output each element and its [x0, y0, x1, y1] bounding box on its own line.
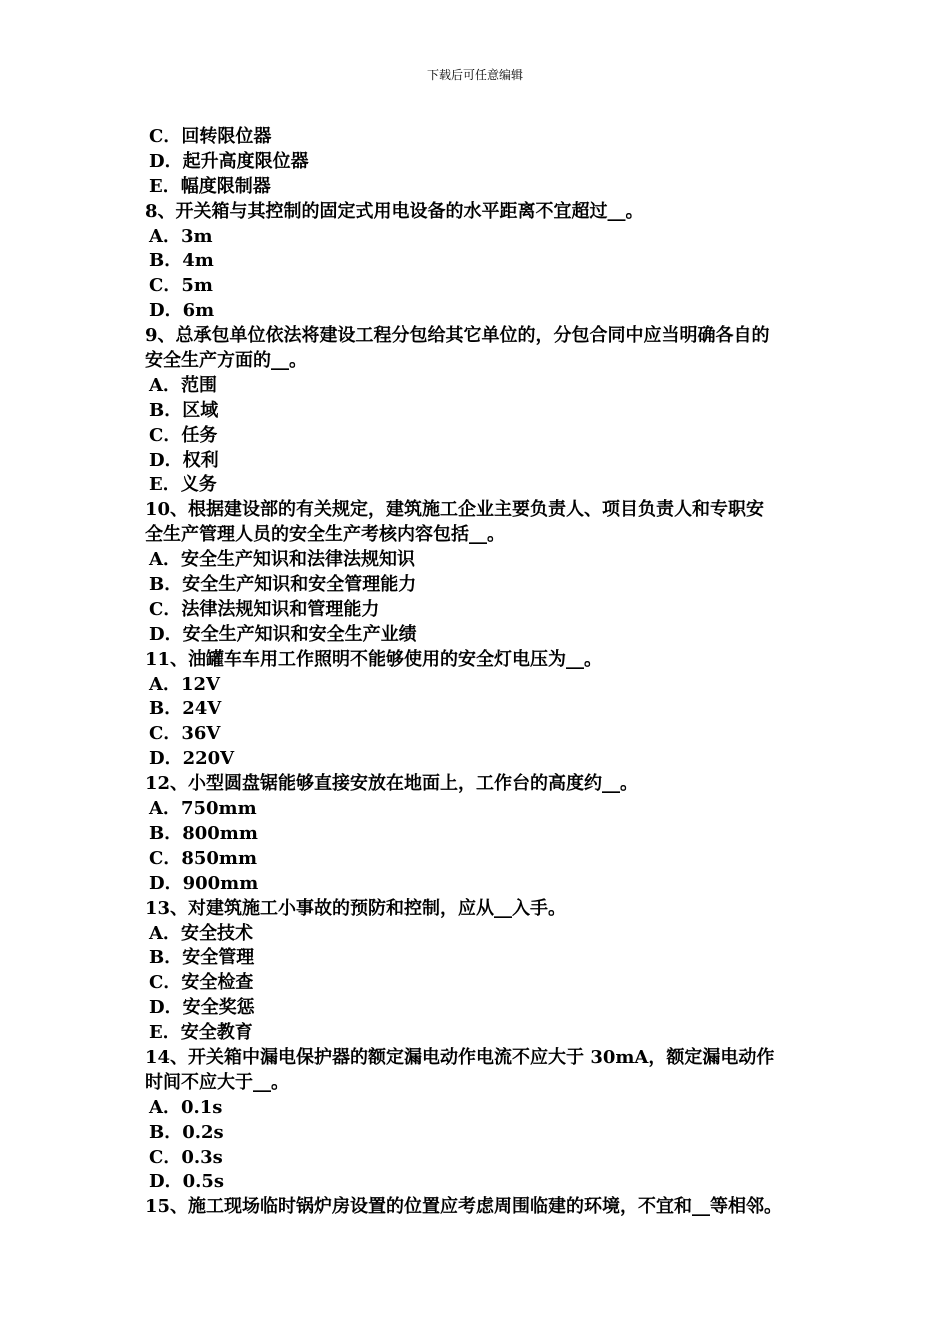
answer-option: B．0.2s [149, 1121, 224, 1143]
question-text: 9、总承包单位依法将建设工程分包给其它单位的，分包合同中应当明确各自的 [145, 325, 770, 347]
question-text: 13、对建筑施工小事故的预防和控制，应从__入手。 [145, 897, 567, 919]
answer-option: A．安全生产知识和法律法规知识 [149, 549, 415, 571]
answer-option: D．安全奖惩 [149, 997, 255, 1019]
answer-option: D．安全生产知识和安全生产业绩 [149, 623, 417, 645]
answer-option: B．4m [149, 250, 214, 272]
question-text: 时间不应大于__。 [145, 1071, 289, 1093]
answer-option: D．起升高度限位器 [149, 150, 309, 172]
answer-option: D．0.5s [149, 1171, 225, 1193]
answer-option: B．安全管理 [149, 947, 255, 969]
answer-option: A．12V [149, 673, 220, 695]
answer-option: A．范围 [149, 374, 217, 396]
answer-option: C．5m [149, 275, 213, 297]
answer-option: E．义务 [149, 474, 217, 496]
answer-option: A．安全技术 [149, 922, 253, 944]
answer-option: C．法律法规知识和管理能力 [149, 598, 380, 620]
page-header-note: 下载后可任意编辑 [426, 68, 523, 82]
question-text: 12、小型圆盘锯能够直接安放在地面上，工作台的高度约__。 [145, 773, 639, 795]
answer-option: D．900mm [149, 872, 259, 894]
answer-option: C．0.3s [149, 1146, 223, 1168]
answer-option: A．3m [149, 225, 213, 247]
answer-option: B．安全生产知识和安全管理能力 [149, 574, 417, 596]
question-text: 11、油罐车车用工作照明不能够使用的安全灯电压为__。 [145, 648, 603, 670]
answer-option: C．回转限位器 [149, 126, 272, 147]
answer-option: B．区域 [149, 399, 219, 421]
answer-option: B．800mm [149, 822, 258, 844]
answer-option: D．6m [149, 300, 215, 322]
answer-option: C．36V [149, 723, 221, 745]
answer-option: A．0.1s [149, 1096, 223, 1118]
question-text: 14、开关箱中漏电保护器的额定漏电动作电流不应大于 30mA，额定漏电动作 [145, 1046, 775, 1068]
question-text: 15、施工现场临时锅炉房设置的位置应考虑周围临建的环境，不宜和__等相邻。 [145, 1196, 783, 1218]
answer-option: C．任务 [149, 424, 218, 446]
answer-option: B．24V [149, 698, 222, 720]
question-text: 安全生产方面的__。 [145, 350, 307, 372]
question-text: 10、根据建设部的有关规定，建筑施工企业主要负责人、项目负责人和专职安 [145, 499, 765, 521]
answer-option: C．安全检查 [149, 972, 254, 994]
document-body [145, 125, 815, 1220]
answer-option: E．安全教育 [149, 1022, 253, 1044]
question-text: 8、开关箱与其控制的固定式用电设备的水平距离不宜超过__。 [145, 200, 644, 222]
answer-option: D．220V [149, 748, 235, 770]
answer-option: C．850mm [149, 847, 257, 869]
answer-option: E．幅度限制器 [149, 175, 271, 197]
answer-option: D．权利 [149, 449, 219, 471]
answer-option: A．750mm [149, 798, 257, 820]
question-text: 全生产管理人员的安全生产考核内容包括__。 [145, 524, 505, 546]
